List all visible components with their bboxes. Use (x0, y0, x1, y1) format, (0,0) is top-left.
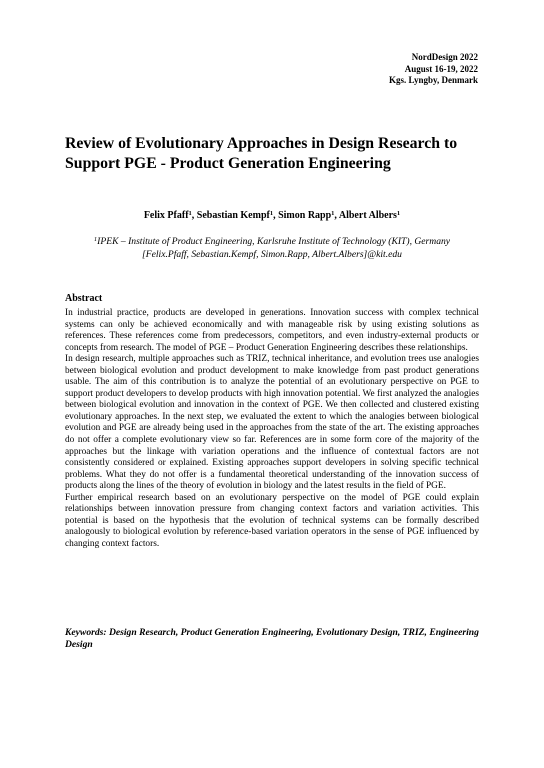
conference-name: NordDesign 2022 (411, 52, 478, 62)
abstract-paragraph: In design research, multiple approaches such as TRIZ, technical inheritance, and evolution trees use analogies between biological evolution and product development to make knowledge from past product generations usable. The aim of this contribution is to analyze the potential of an evolutionary perspective on PGE to support product developers to develop products with high innovation potential. We first analyzed the analogies between biological evolution and innovation in the context of PGE. We then collected and clustered existing evolutionary approaches. In the next step, we evaluated the extent to which the analogies between biological evolution and PGE are already being used in the approaches from the state of the art. The existing approaches do not offer a complete evolutionary view so far. References are in some form core of the majority of the approaches but the linkage with variation operations and the influence of contextual factors are not consistently considered or explained. Existing approaches support developers in solving specific technical problems. What they do not offer is a fundamental theoretical understanding of the innovation success of products along the lines of the theory of evolution in biology and the latest results in the field of PGE. (65, 354, 479, 492)
affiliation-emails: [Felix.Pfaff, Sebastian.Kempf, Simon.Rapp, Albert.Albers]@kit.edu (142, 248, 402, 260)
affiliation-institute: IPEK – Institute of Product Engineering, Karlsruhe Institute of Technology (KIT), Germany (97, 236, 451, 247)
abstract-body (65, 308, 479, 550)
conference-info (389, 52, 478, 87)
author-affiliation-mark: 1 (396, 210, 401, 217)
author-list: Felix Pfaff$^1$, Sebastian Kempf$^1$, Simon Rapp$^1$, Albert Albers$^1$ (143, 210, 401, 221)
affiliation-mark: 1 (93, 236, 98, 243)
conference-dates: August 16-19, 2022 (404, 63, 478, 74)
keywords: Keywords: Design Research, Product Generation Engineering, Evolutionary Design, TRIZ, Engineering Design (65, 627, 479, 650)
abstract-heading: Abstract (65, 293, 103, 304)
author-name: Albert Albers (338, 210, 397, 221)
author-affiliation-mark: 1 (188, 210, 192, 217)
abstract-paragraph: In industrial practice, products are developed in generations. Innovation success with complex technical systems can only be achieved economically and with manageable risk by using existing solutions as references. These references come from predecessors, competitors, and even industry-external products or concepts from research. The model of PGE – Product Generation Engineering describes these relationships. (65, 308, 479, 353)
affiliation (50, 236, 494, 261)
conference-location: Kgs. Lyngby, Denmark (388, 75, 478, 85)
author-affiliation-mark: 1 (331, 210, 335, 217)
paper-title: Review of Evolutionary Approaches in Design Research to Support PGE - Product Generation Engineering (65, 135, 458, 172)
author-name: Simon Rapp (278, 210, 332, 221)
author-name: Felix Pfaff (143, 210, 189, 221)
abstract-paragraph: Further empirical research based on an evolutionary perspective on the model of PGE could explain relationships between innovation pressure from changing context factors and variation activities. This potential is based on the hypothesis that the evolution of technical systems can be formally described analogously to biological evolution by reference-based variation operators in the sense of PGE influenced by changing context factors. (65, 492, 479, 549)
author-affiliation-mark: 1 (269, 210, 274, 217)
author-name: Sebastian Kempf (196, 210, 270, 221)
